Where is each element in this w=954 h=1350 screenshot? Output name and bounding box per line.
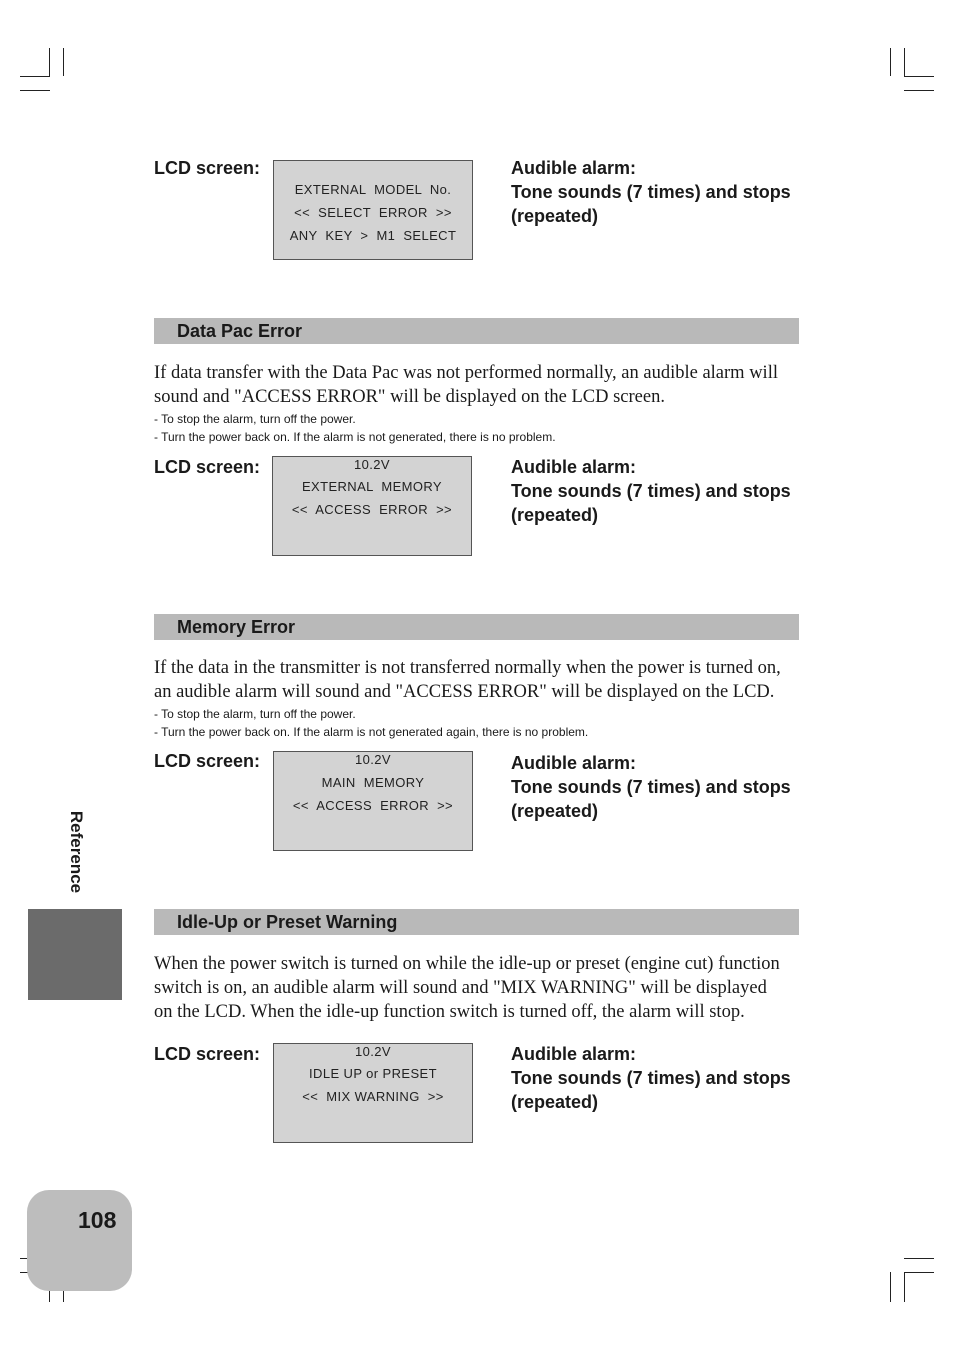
crop-mark <box>904 76 934 77</box>
section-header-idle-up-preset-warning <box>154 909 799 935</box>
crop-mark <box>20 76 50 77</box>
alarm-text: (repeated) <box>511 206 599 226</box>
lcd-line: 10.2V <box>355 752 391 767</box>
lcd-line: EXTERNAL MODEL No. <box>294 182 452 197</box>
paragraph-line: on the LCD. When the idle-up function switch is turned off, the alarm will stop. <box>154 1002 745 1022</box>
lcd-line: 10.2V <box>355 1044 391 1059</box>
alarm-description <box>511 156 791 228</box>
page-number-tab <box>27 1190 132 1291</box>
lcd-line: ANY KEY > M1 SELECT <box>289 228 457 243</box>
alarm-text: (repeated) <box>511 505 599 525</box>
lcd-screen-display <box>273 751 473 851</box>
alarm-description <box>511 1042 791 1114</box>
lcd-screen-label: LCD screen: <box>154 751 261 771</box>
lcd-line: EXTERNAL MEMORY <box>301 479 443 494</box>
alarm-text: (repeated) <box>511 1092 599 1112</box>
alarm-description <box>511 455 791 527</box>
section-note: - Turn the power back on. If the alarm is not generated, there is no problem. <box>154 430 556 444</box>
crop-mark <box>890 48 891 76</box>
crop-mark <box>904 48 905 76</box>
side-tab-label-area <box>28 800 122 904</box>
alarm-description <box>511 751 791 823</box>
lcd-line: << MIX WARNING >> <box>302 1089 444 1104</box>
section-note: - To stop the alarm, turn off the power. <box>154 707 356 721</box>
paragraph-line: sound and "ACCESS ERROR" will be displayed on the LCD screen. <box>154 387 665 407</box>
alarm-text: (repeated) <box>511 801 599 821</box>
lcd-line: 10.2V <box>354 457 390 472</box>
alarm-title: Audible alarm: <box>511 753 637 773</box>
lcd-line: << ACCESS ERROR >> <box>291 502 453 517</box>
crop-mark <box>904 1258 934 1259</box>
crop-mark <box>890 1272 891 1302</box>
crop-mark <box>904 90 934 91</box>
lcd-line: IDLE UP or PRESET <box>309 1066 437 1081</box>
section-paragraph <box>154 361 804 409</box>
section-paragraph <box>154 952 804 1024</box>
side-tab <box>28 909 122 1000</box>
alarm-text: Tone sounds (7 times) and stops <box>511 1068 791 1088</box>
lcd-screen-display <box>273 160 473 260</box>
lcd-line: MAIN MEMORY <box>321 775 425 790</box>
alarm-title: Audible alarm: <box>511 1044 637 1064</box>
page-number: 108 <box>78 1207 117 1233</box>
section-header-data-pac-error <box>154 318 799 344</box>
lcd-screen-label: LCD screen: <box>154 1044 261 1064</box>
side-tab-label: Reference <box>67 810 86 894</box>
crop-mark <box>904 1272 934 1273</box>
crop-mark <box>20 90 50 91</box>
alarm-text: Tone sounds (7 times) and stops <box>511 481 791 501</box>
section-title: Data Pac Error <box>177 321 303 341</box>
lcd-line: << SELECT ERROR >> <box>294 205 452 220</box>
lcd-screen-label: LCD screen: <box>154 158 261 178</box>
paragraph-line: switch is on, an audible alarm will sound and "MIX WARNING" will be displayed <box>154 978 767 998</box>
alarm-text: Tone sounds (7 times) and stops <box>511 182 791 202</box>
section-note: - Turn the power back on. If the alarm is not generated again, there is no problem. <box>154 725 589 739</box>
paragraph-line: When the power switch is turned on while the idle-up or preset (engine cut) function <box>154 954 780 974</box>
alarm-text: Tone sounds (7 times) and stops <box>511 777 791 797</box>
crop-mark <box>63 48 64 76</box>
section-title: Memory Error <box>177 617 296 637</box>
paragraph-line: If data transfer with the Data Pac was not performed normally, an audible alarm will <box>154 363 778 383</box>
lcd-screen-display <box>272 456 472 556</box>
paragraph-line: an audible alarm will sound and "ACCESS ERROR" will be displayed on the LCD. <box>154 682 775 702</box>
lcd-screen-display <box>273 1043 473 1143</box>
section-title: Idle-Up or Preset Warning <box>177 912 398 932</box>
alarm-title: Audible alarm: <box>511 457 637 477</box>
lcd-line: << ACCESS ERROR >> <box>292 798 454 813</box>
lcd-screen-label: LCD screen: <box>154 457 261 477</box>
section-paragraph <box>154 656 804 704</box>
section-note: - To stop the alarm, turn off the power. <box>154 412 356 426</box>
crop-mark <box>904 1272 905 1302</box>
alarm-title: Audible alarm: <box>511 158 637 178</box>
paragraph-line: If the data in the transmitter is not transferred normally when the power is turned on, <box>154 658 781 678</box>
crop-mark <box>49 48 50 76</box>
section-header-memory-error <box>154 614 799 640</box>
